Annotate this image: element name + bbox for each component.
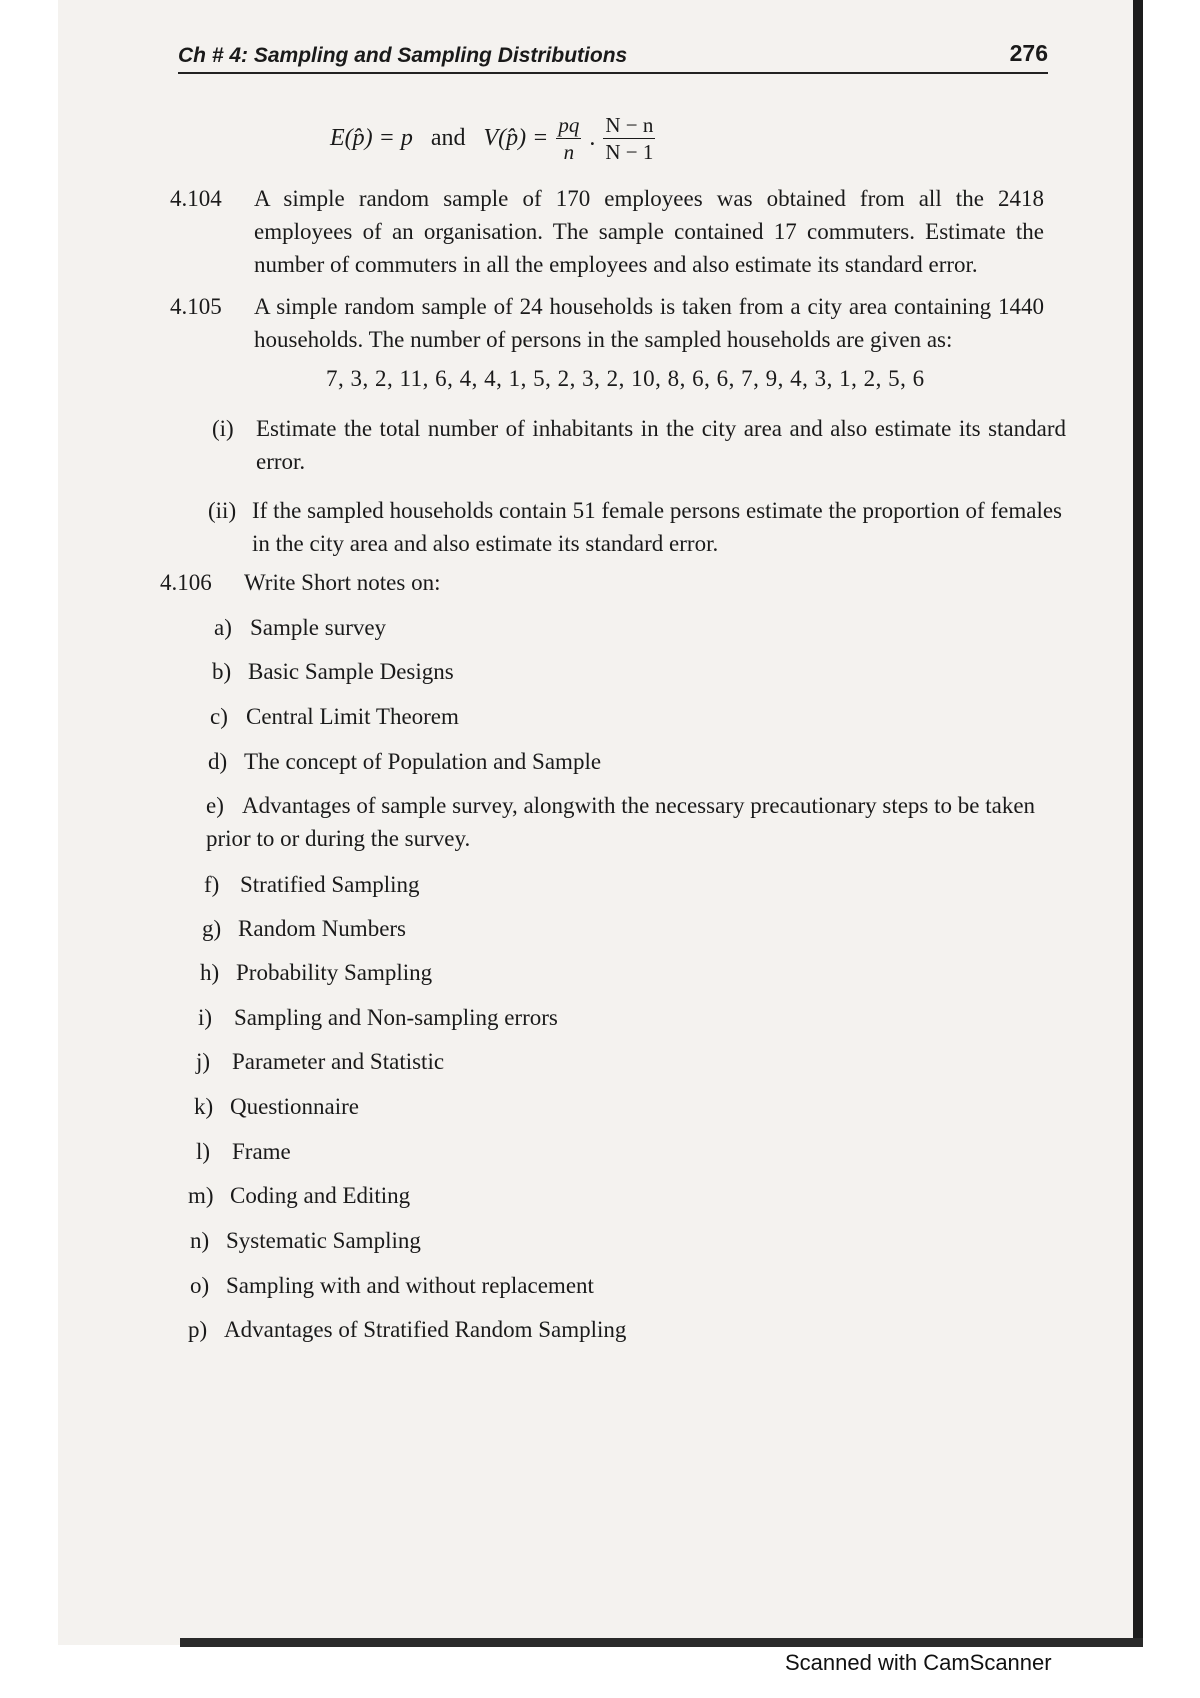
note-item (210, 700, 459, 733)
formula-connector: and (430, 125, 466, 151)
problem-number: 4.106 (160, 570, 212, 595)
note-item (190, 1269, 594, 1302)
note-label: p) (188, 1317, 208, 1342)
fraction-numerator: N − n (605, 113, 654, 137)
subpart-text: If the sampled households contain 51 female persons estimate the proportion of females in the city area and also estimate its standard error. (252, 498, 1062, 556)
scan-edge-shadow (180, 1638, 1143, 1647)
problem-4-105 (170, 290, 1050, 360)
note-text: Advantages of sample survey, alongwith the necessary precautionary steps to be taken prior to or during the survey. (206, 793, 1036, 851)
note-item (206, 789, 1036, 855)
formula-expectation-variance (330, 112, 655, 165)
note-text: Probability Sampling (236, 960, 433, 985)
chapter-title: Ch # 4: Sampling and Sampling Distributions (178, 44, 628, 67)
fraction-denominator: n (563, 140, 575, 164)
note-item (196, 1135, 291, 1168)
fraction-pq-over-n (556, 112, 581, 165)
formula-expectation: E(p̂) = p (330, 125, 413, 151)
subpart-ii (208, 494, 1068, 564)
formula-dot: . (589, 125, 596, 151)
note-item (208, 745, 601, 778)
note-text: The concept of Population and Sample (244, 749, 602, 774)
formula-variance-lhs: V(p̂) = (483, 125, 549, 151)
note-text: Advantages of Stratified Random Sampling (224, 1317, 627, 1342)
problem-text: Write Short notes on: (244, 570, 441, 595)
note-label: d) (208, 749, 228, 774)
subpart-label: (ii) (208, 498, 237, 523)
note-item (214, 611, 386, 644)
problem-number: 4.105 (170, 294, 222, 319)
note-label: m) (188, 1183, 214, 1208)
note-text: Sample survey (250, 615, 387, 640)
problem-text: A simple random sample of 170 employees was obtained from all the 2418 employees of an organisation. The sample contained 17 commuters. Estimate the number of commuters in all the employees and also estimate its standard error. (254, 186, 1044, 277)
note-text: Sampling with and without replacement (226, 1273, 594, 1298)
problem-text: A simple random sample of 24 households is taken from a city area containing 1440 households. The number of persons in the sampled households are given as: (254, 294, 1044, 352)
page-number: 276 (1009, 40, 1048, 66)
note-text: Parameter and Statistic (232, 1049, 445, 1074)
note-label: k) (194, 1094, 214, 1119)
fraction-denominator: N − 1 (605, 140, 654, 164)
note-label: h) (200, 960, 220, 985)
note-item (202, 912, 406, 945)
subpart-text: Estimate the total number of inhabitants in the city area and also estimate its standard error. (256, 416, 1066, 474)
problem-4-106 (160, 566, 1040, 602)
note-text: Sampling and Non-sampling errors (234, 1005, 558, 1030)
note-item (188, 1313, 626, 1346)
note-label: i) (198, 1005, 213, 1030)
fraction-finite-correction (603, 112, 655, 165)
note-text: Central Limit Theorem (246, 704, 459, 729)
subpart-i (212, 412, 1072, 482)
note-label: n) (190, 1228, 210, 1253)
camscanner-watermark: Scanned with CamScanner (785, 1650, 1052, 1675)
fraction-numerator: pq (558, 113, 580, 137)
note-text: Stratified Sampling (240, 872, 420, 897)
note-label: c) (210, 704, 228, 729)
note-label: a) (214, 615, 232, 640)
note-label: b) (212, 659, 232, 684)
note-text: Frame (232, 1139, 291, 1164)
household-data: 7, 3, 2, 11, 6, 4, 4, 1, 5, 2, 3, 2, 10, 8, 6, 6, 7, 9, 4, 3, 1, 2, 5, 6 (326, 366, 925, 391)
note-text: Basic Sample Designs (248, 659, 454, 684)
problem-number: 4.104 (170, 186, 222, 211)
note-label: e) (206, 793, 224, 818)
note-label: j) (196, 1049, 211, 1074)
note-text: Random Numbers (238, 916, 407, 941)
subpart-label: (i) (212, 416, 234, 441)
note-label: g) (202, 916, 222, 941)
note-label: f) (204, 872, 220, 897)
problem-4-104 (170, 182, 1050, 282)
note-item (200, 956, 432, 989)
note-item (198, 1001, 558, 1034)
note-text: Coding and Editing (230, 1183, 411, 1208)
page-header (178, 40, 1048, 74)
note-item (190, 1224, 421, 1257)
note-item (188, 1179, 410, 1212)
note-label: l) (196, 1139, 211, 1164)
note-item (196, 1045, 444, 1078)
note-item (212, 655, 454, 688)
note-item (204, 868, 420, 901)
note-text: Questionnaire (230, 1094, 360, 1119)
note-text: Systematic Sampling (226, 1228, 421, 1253)
note-label: o) (190, 1273, 210, 1298)
note-item (194, 1090, 359, 1123)
